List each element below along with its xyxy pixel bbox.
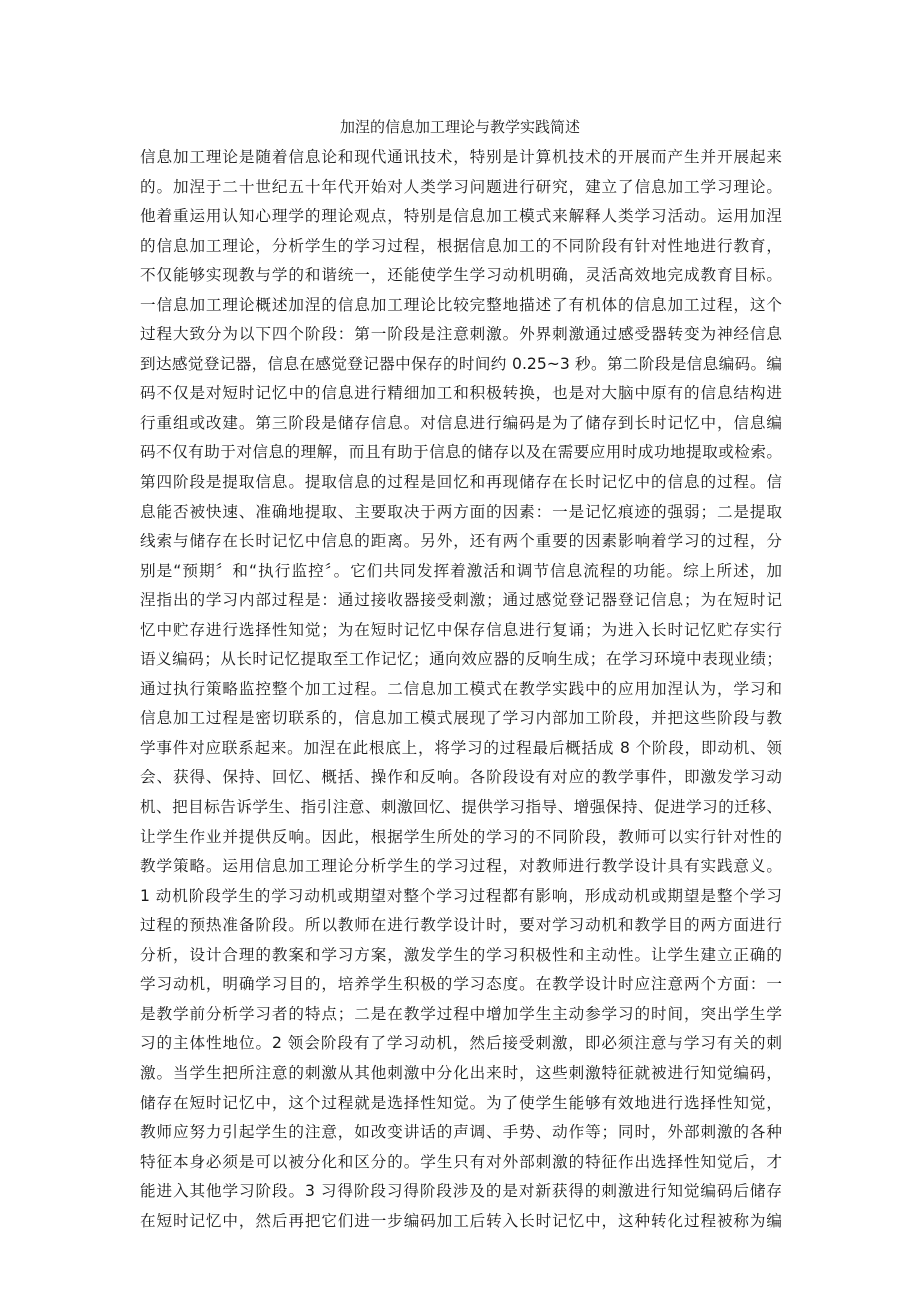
text-line: 的信息加工理论，分析学生的学习过程，根据信息加工的不同阶段有针对性地进行教育， [140,236,782,255]
text-line: 机、把目标告诉学生、指引注意、刺激回忆、提供学习指导、增强保持、促进学习的迁移、 [140,798,782,817]
text-line: 学事件对应联系起来。加涅在此根底上，将学习的过程最后概括成 8 个阶段，即动机、领 [140,738,782,757]
text-line: 一信息加工理论概述加涅的信息加工理论比较完整地描述了有机体的信息加工过程，这个 [140,295,782,314]
text-line: 特征本身必须是可以被分化和区分的。学生只有对外部刺激的特征作出选择性知觉后，才 [140,1152,782,1171]
text-line: 习的主体性地位。2 领会阶段有了学习动机，然后接受刺激，即必须注意与学习有关的刺 [140,1034,782,1053]
document-title: 加涅的信息加工理论与教学实践简述 [339,118,580,136]
text-line: 信息加工理论是随着信息论和现代通讯技术，特别是计算机技术的开展而产生并开展起来 [140,148,782,166]
text-line: 行重组或改建。第三阶段是储存信息。对信息进行编码是为了储存到长时记忆中，信息编 [140,413,782,432]
text-line: 让学生作业并提供反响。因此，根据学生所处的学习的不同阶段，教师可以实行针对性的 [140,827,782,846]
document-body [140,143,782,1236]
text-line: 会、获得、保持、回忆、概括、操作和反响。各阶段设有对应的教学事件，即激发学习动 [140,768,782,787]
text-line: 他着重运用认知心理学的理论观点，特别是信息加工模式来解释人类学习活动。运用加涅 [140,207,782,226]
text-line: 第四阶段是提取信息。提取信息的过程是回忆和再现储存在长时记忆中的信息的过程。信 [140,473,782,492]
text-line: 不仅能够实现教与学的和谐统一，还能使学生学习动机明确，灵活高效地完成教育目标。 [140,266,782,285]
text-line: 线索与储存在长时记忆中信息的距离。另外，还有两个重要的因素影响着学习的过程，分 [140,532,782,551]
text-line: 信息加工过程是密切联系的，信息加工模式展现了学习内部加工阶段，并把这些阶段与教 [140,709,782,728]
text-line: 过程的预热准备阶段。所以教师在进行教学设计时，要对学习动机和教学目的两方面进行 [140,916,782,935]
text-line: 激。当学生把所注意的刺激从其他刺激中分化出来时，这些刺激特征就被进行知觉编码， [140,1063,782,1082]
text-line: 通过执行策略监控整个加工过程。二信息加工模式在教学实践中的应用加涅认为，学习和 [140,679,782,698]
text-line: 涅指出的学习内部过程是：通过接收器接受刺激；通过感觉登记器登记信息；为在短时记 [140,591,782,610]
text-line: 过程大致分为以下四个阶段：第一阶段是注意刺激。外界刺激通过感受器转变为神经信息 [140,325,782,344]
text-line: 1 动机阶段学生的学习动机或期望对整个学习过程都有影响，形成动机或期望是整个学习 [140,886,782,905]
text-line: 储存在短时记忆中，这个过程就是选择性知觉。为了使学生能够有效地进行选择性知觉， [140,1093,782,1112]
text-line: 在短时记忆中，然后再把它们进一步编码加工后转入长时记忆中，这种转化过程被称为编 [140,1211,782,1230]
text-line: 忆中贮存进行选择性知觉；为在短时记忆中保存信息进行复诵；为进入长时记忆贮存实行 [140,620,782,639]
text-line: 息能否被快速、准确地提取、主要取决于两方面的因素：一是记忆痕迹的强弱；二是提取 [140,502,782,521]
text-line: 教师应努力引起学生的注意，如改变讲话的声调、手势、动作等；同时，外部刺激的各种 [140,1123,782,1142]
text-line: 码不仅有助于对信息的理解，而且有助于信息的储存以及在需要应用时成功地提取或检索。 [140,443,782,462]
text-line: 的。加涅于二十世纪五十年代开始对人类学习问题进行研究，建立了信息加工学习理论。 [140,177,782,196]
text-line: 码不仅是对短时记忆中的信息进行精细加工和积极转换，也是对大脑中原有的信息结构进 [140,384,782,403]
text-line: 教学策略。运用信息加工理论分析学生的学习过程，对教师进行教学设计具有实践意义。 [140,857,782,876]
text-line: 到达感觉登记器，信息在感觉登记器中保存的时间约 0.25~3 秒。第二阶段是信息编码。编 [140,354,782,373]
text-line: 学习动机，明确学习目的，培养学生积极的学习态度。在教学设计时应注意两个方面：一 [140,975,782,994]
text-line: 是教学前分析学习者的特点；二是在教学过程中增加学生主动参学习的时间，突出学生学 [140,1004,782,1023]
text-line: 能进入其他学习阶段。3 习得阶段习得阶段涉及的是对新获得的刺激进行知觉编码后储存 [140,1182,782,1201]
text-line: 语义编码；从长时记忆提取至工作记忆；通向效应器的反响生成；在学习环境中表现业绩； [140,650,782,669]
text-line: 别是“预期〞和“执行监控〞。它们共同发挥着激活和调节信息流程的功能。综上所述，加 [140,561,782,580]
text-line: 分析，设计合理的教案和学习方案，激发学生的学习积极性和主动性。让学生建立正确的 [140,945,782,964]
